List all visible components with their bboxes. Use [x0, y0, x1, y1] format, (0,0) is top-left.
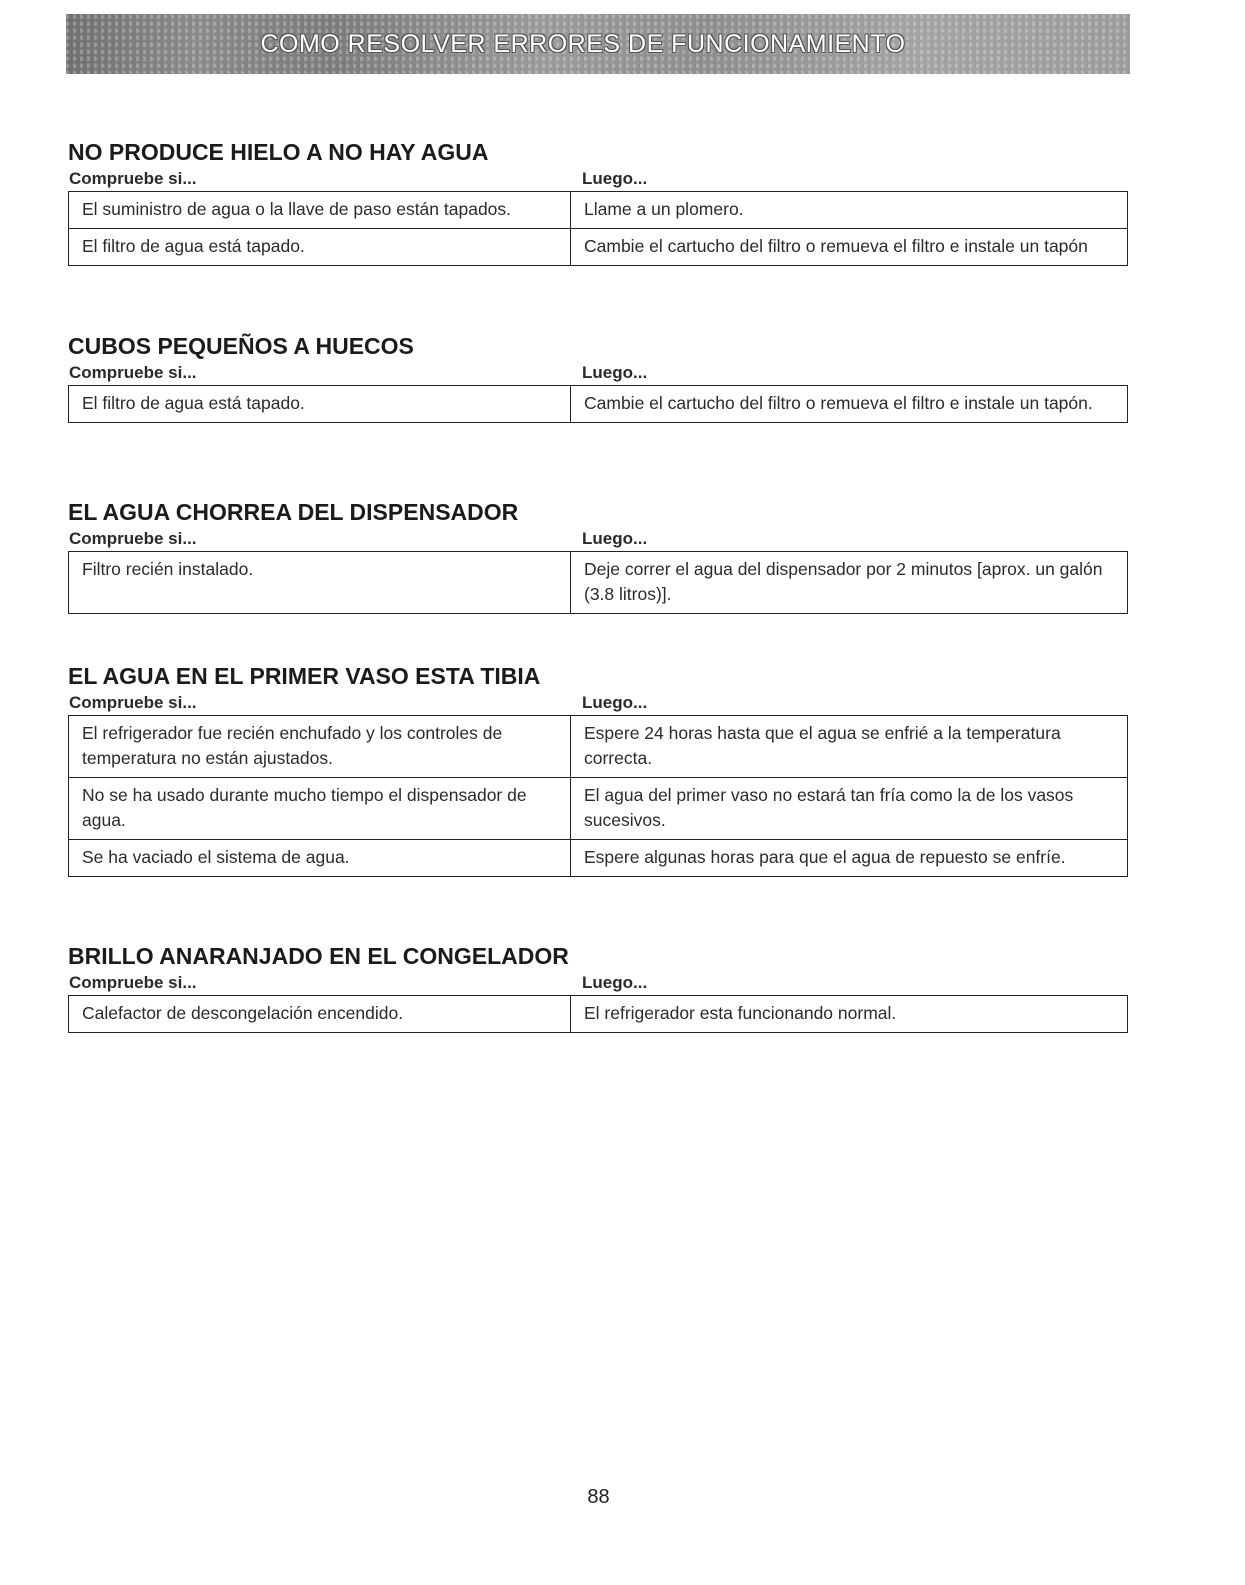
then-column-header: Luego... — [582, 529, 648, 548]
check-column-header: Compruebe si... — [69, 169, 197, 188]
column-headers — [68, 361, 1129, 385]
troubleshoot-table — [68, 191, 1128, 266]
check-column-header: Compruebe si... — [69, 529, 197, 548]
page-banner — [66, 14, 1130, 74]
section-warm-water — [68, 661, 1129, 877]
table-row — [69, 996, 1128, 1033]
check-cell: El suministro de agua o la llave de paso están tapados. — [69, 192, 571, 229]
column-headers — [68, 527, 1129, 551]
section-title: NO PRODUCE HIELO A NO HAY AGUA — [68, 139, 489, 165]
troubleshoot-table — [68, 551, 1128, 614]
check-cell: El filtro de agua está tapado. — [69, 229, 571, 266]
section-title: BRILLO ANARANJADO EN EL CONGELADOR — [68, 943, 569, 969]
table-row — [69, 229, 1128, 266]
column-headers — [68, 167, 1129, 191]
troubleshoot-table — [68, 995, 1128, 1033]
then-cell: Llame a un plomero. — [571, 192, 1128, 229]
check-cell: Se ha vaciado el sistema de agua. — [69, 840, 571, 877]
column-headers — [68, 691, 1129, 715]
check-column-header: Compruebe si... — [69, 693, 197, 712]
troubleshoot-table — [68, 385, 1128, 423]
section-title: EL AGUA CHORREA DEL DISPENSADOR — [68, 499, 519, 525]
table-row — [69, 716, 1128, 778]
then-cell: Espere algunas horas para que el agua de repuesto se enfríe. — [571, 840, 1128, 877]
table-row — [69, 386, 1128, 423]
then-column-header: Luego... — [582, 363, 648, 382]
check-cell: El refrigerador fue recién enchufado y los controles de temperatura no están ajustados. — [69, 716, 571, 778]
check-cell: No se ha usado durante mucho tiempo el dispensador de agua. — [69, 778, 571, 840]
table-row — [69, 840, 1128, 877]
check-column-header: Compruebe si... — [69, 363, 197, 382]
troubleshoot-table — [68, 715, 1128, 877]
then-cell: El refrigerador esta funcionando normal. — [571, 996, 1128, 1033]
then-column-header: Luego... — [582, 693, 648, 712]
then-cell: Espere 24 horas hasta que el agua se enfrié a la temperatura correcta. — [571, 716, 1128, 778]
check-cell: El filtro de agua está tapado. — [69, 386, 571, 423]
section-dispenser-drip — [68, 497, 1129, 614]
table-row — [69, 778, 1128, 840]
page-number: 88 — [587, 1486, 610, 1508]
check-cell: Filtro recién instalado. — [69, 552, 571, 614]
banner-title: COMO RESOLVER ERRORES DE FUNCIONAMIENTO — [260, 29, 906, 58]
then-cell: Cambie el cartucho del filtro o remueva el filtro e instale un tapón — [571, 229, 1128, 266]
section-small-cubes — [68, 331, 1129, 423]
table-row — [69, 552, 1128, 614]
check-column-header: Compruebe si... — [69, 973, 197, 992]
section-title: CUBOS PEQUEÑOS A HUECOS — [68, 333, 414, 359]
check-cell: Calefactor de descongelación encendido. — [69, 996, 571, 1033]
then-cell: Deje correr el agua del dispensador por 2 minutos [aprox. un galón (3.8 litros)]. — [571, 552, 1128, 614]
section-no-ice — [68, 137, 1129, 266]
then-column-header: Luego... — [582, 169, 648, 188]
then-cell: El agua del primer vaso no estará tan fría como la de los vasos sucesivos. — [571, 778, 1128, 840]
section-title: EL AGUA EN EL PRIMER VASO ESTA TIBIA — [68, 663, 541, 689]
column-headers — [68, 971, 1129, 995]
then-column-header: Luego... — [582, 973, 648, 992]
then-cell: Cambie el cartucho del filtro o remueva el filtro e instale un tapón. — [571, 386, 1128, 423]
section-orange-glow — [68, 941, 1129, 1033]
table-row — [69, 192, 1128, 229]
